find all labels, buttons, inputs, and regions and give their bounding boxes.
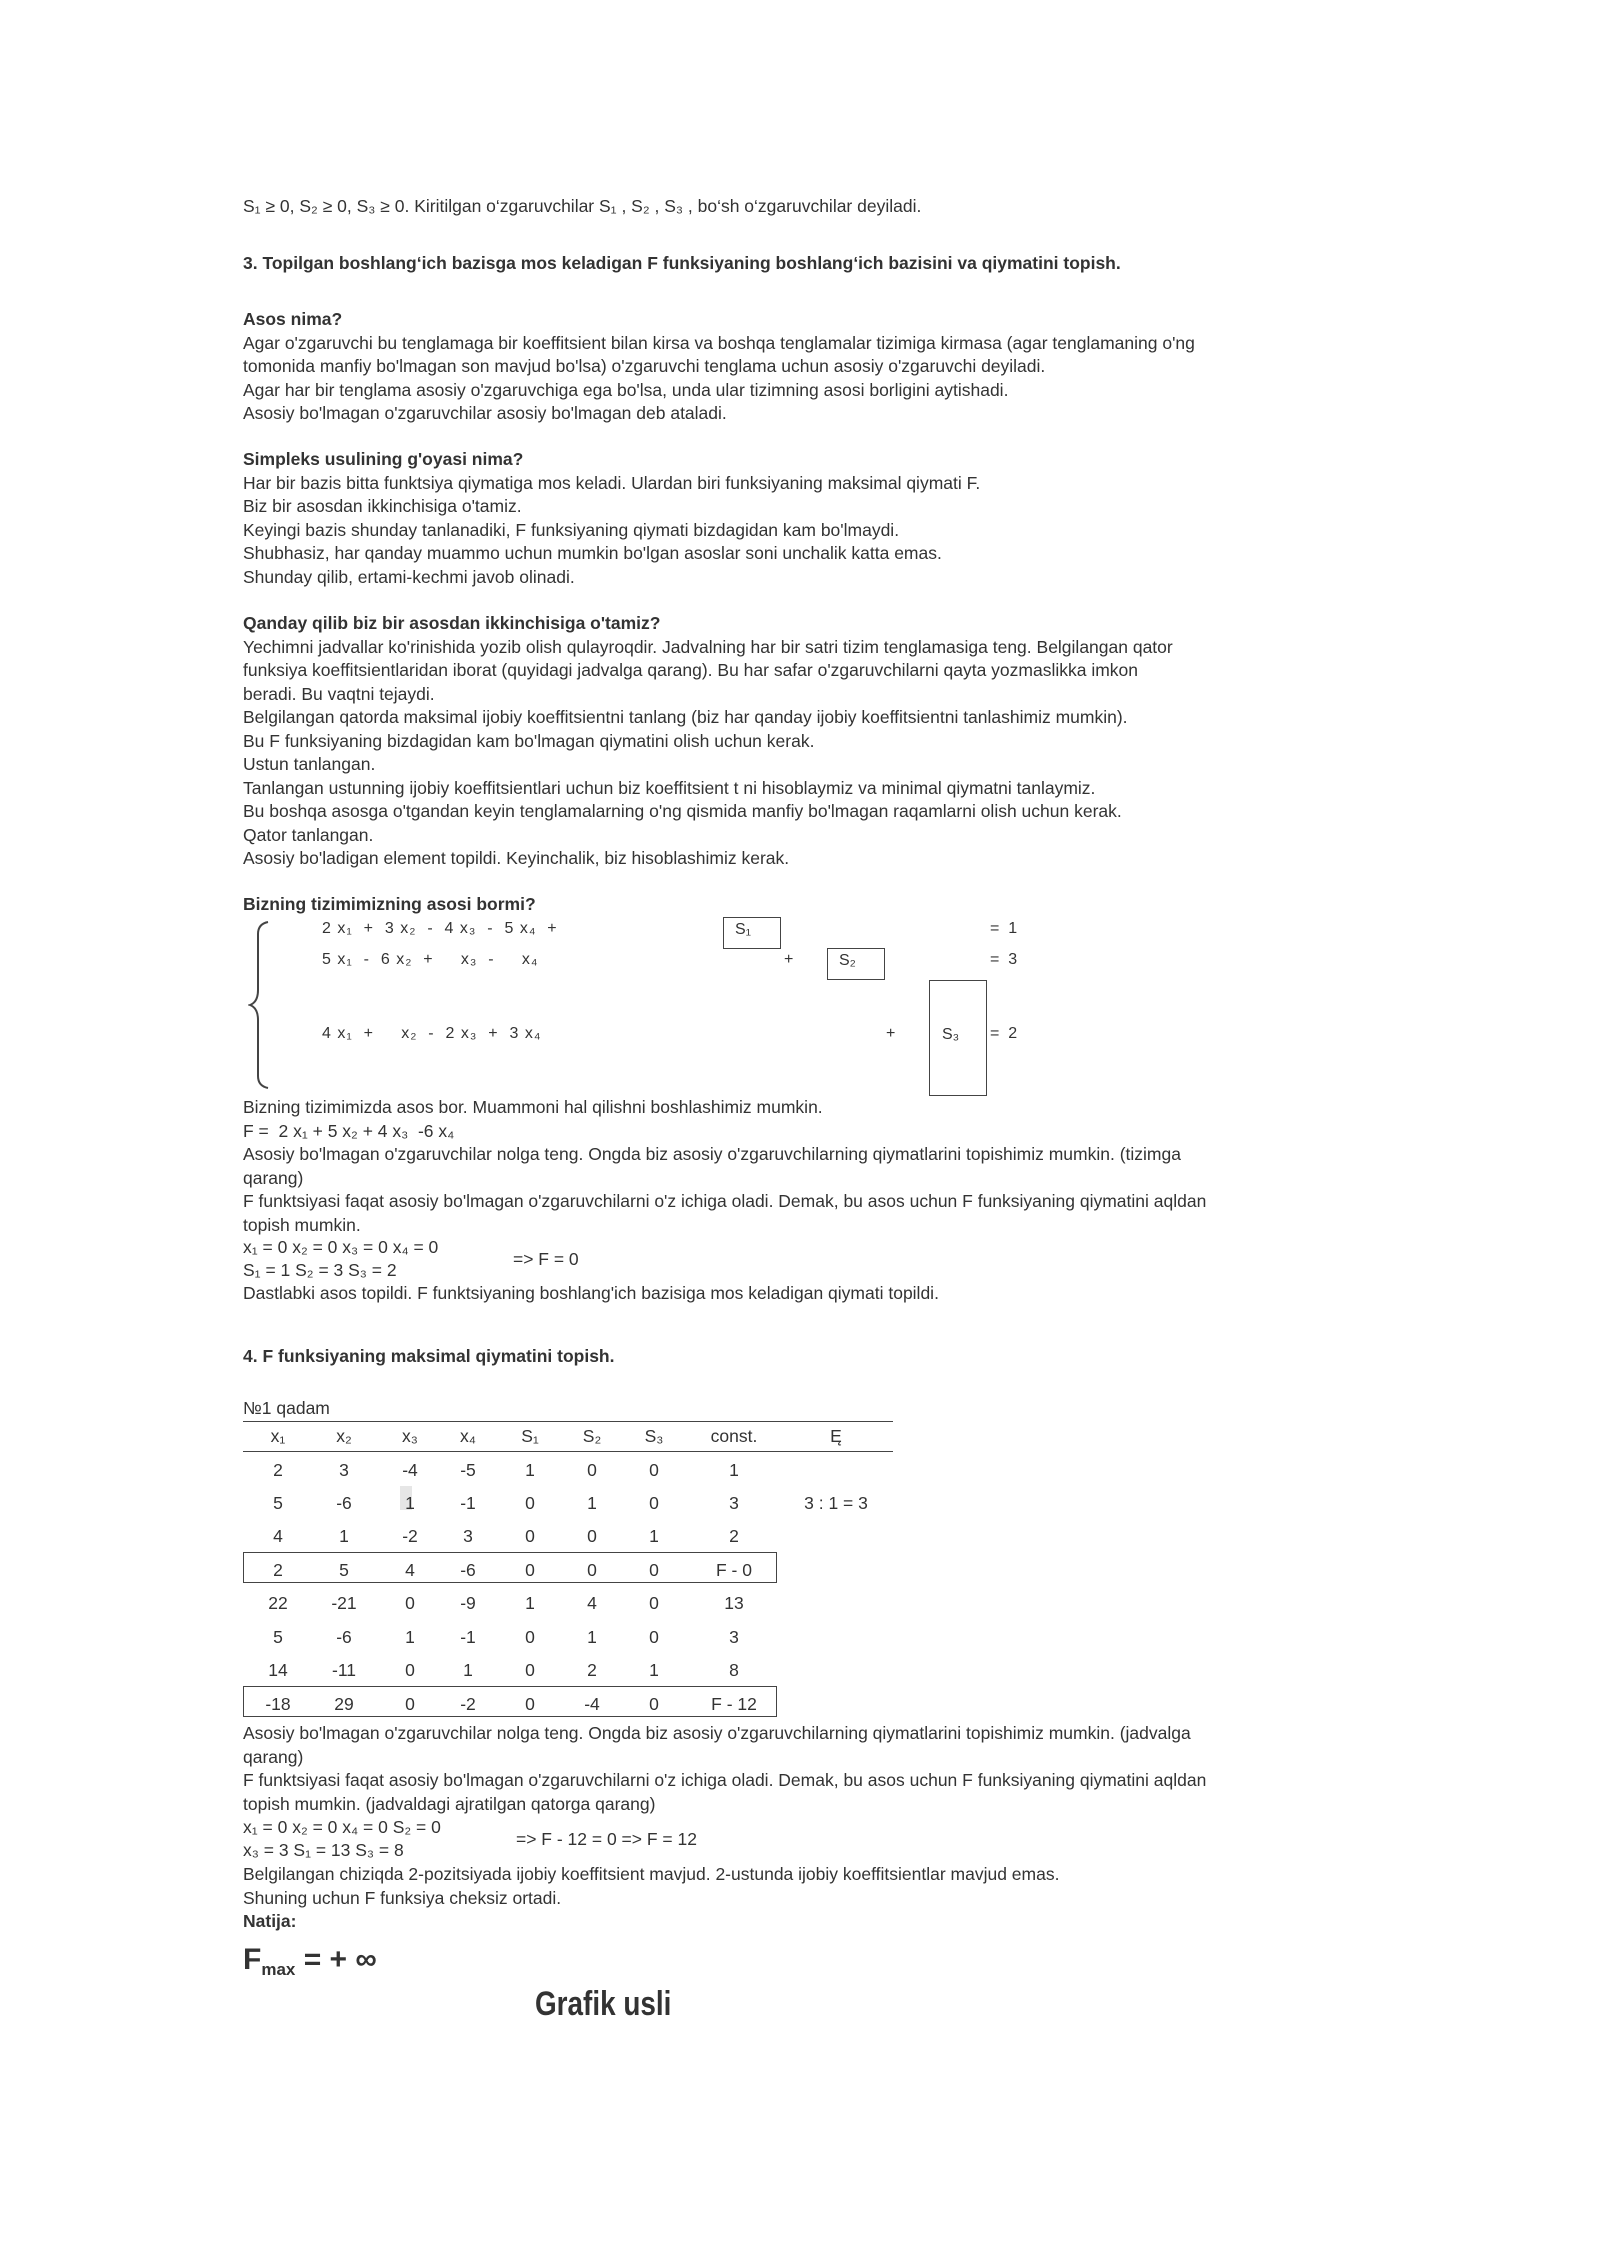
asos-line: tomonida manfiy bo'lmagan son mavjud bo'lsa) o'zgaruvchi tenglama uchun asosiy o'zgaruvchi deyiladi. [243,356,1046,376]
system-brace [248,920,272,1090]
table-cell: 22 [268,1593,288,1613]
table-cell: 1 [649,1526,659,1546]
table-cell: 2 [273,1560,283,1580]
table-cell: 1 [463,1660,473,1680]
table-header-cell: const. [710,1426,758,1446]
table-cell: 0 [587,1460,597,1480]
table-cell: 1 [587,1493,597,1513]
after-system-block [243,1096,1206,1237]
fmax-value: = + ∞ [295,1943,377,1976]
table-cell: 4 [273,1526,283,1546]
table-cell: 3 [729,1493,739,1513]
table-header-cell: S₂ [582,1426,602,1446]
table-cell: 2 [273,1460,283,1480]
after-table-line: Shuning uchun F funksiya cheksiz ortadi. [243,1887,562,1908]
s2-box [827,948,885,980]
table-cell: 0 [649,1460,659,1480]
table-cell: 3 : 1 = 3 [804,1493,868,1513]
table-cell: -2 [402,1526,418,1546]
after-table-line: topish mumkin. (jadvaldagi ajratilgan qatorga qarang) [243,1793,656,1814]
vals-line-2: S₁ = 1 S₂ = 3 S₃ = 2 [243,1260,397,1280]
table-cell: 0 [649,1627,659,1647]
table-vals-2: x₃ = 3 S₁ = 13 S₃ = 8 [243,1840,404,1860]
table-cell: -9 [460,1593,476,1613]
after-system-line: qarang) [243,1167,304,1188]
table-cell: 0 [649,1560,659,1580]
plus-s2: + [784,951,794,968]
table-cell: F - 0 [716,1560,752,1580]
table-cell: 0 [525,1660,535,1680]
table-cell: 0 [525,1493,535,1513]
eq-row-1: 2 x₁ + 3 x₂ - 4 x₃ - 5 x₄ + [322,920,558,937]
table-cell: -5 [460,1460,476,1480]
vals-line-1: x₁ = 0 x₂ = 0 x₃ = 0 x₄ = 0 [243,1237,439,1257]
table-cell: -1 [460,1493,476,1513]
simpleks-line: Biz bir asosdan ikkinchisiga o'tamiz. [243,496,522,516]
natija-label: Natija: [243,1911,297,1931]
initial-basis-found: Dastlabki asos topildi. F funktsiyaning boshlang'ich bazisiga mos keladigan qiymati topildi. [243,1283,939,1303]
table-cell: 3 [463,1526,473,1546]
table-cell: 2 [587,1660,597,1680]
table-header-cell: S₁ [521,1426,539,1446]
after-table-line: F funktsiyasi faqat asosiy bo'lmagan o'zgaruvchilarni o'z ichiga oladi. Demak, bu asos uchun F funksiyaning qiymatini aqldan [243,1770,1207,1790]
s1-box [723,917,781,949]
table-cell: 0 [405,1660,415,1680]
section4-title: 4. F funksiyaning maksimal qiymatini topish. [243,1346,615,1366]
table-vals-1: x₁ = 0 x₂ = 0 x₄ = 0 S₂ = 0 [243,1817,441,1837]
table-cell: 0 [525,1627,535,1647]
qanday-line: funksiya koeffitsientlaridan iborat (quyidagi jadvalga qarang). Bu har safar o'zgaruvchilarni qayta yozmaslikka imkon [243,660,1139,680]
plus-s3: + [886,1025,896,1042]
table-cell: 1 [525,1460,535,1480]
fmax-sub: max [261,1960,296,1979]
qanday-block [243,612,1173,871]
fmax-f: F [243,1943,262,1976]
table-cell: 4 [587,1593,597,1613]
bizning-heading: Bizning tizimimizning asosi bormi? [243,894,536,914]
asos-line: Asosiy bo'lmagan o'zgaruvchilar asosiy bo'lmagan deb ataladi. [243,403,727,423]
table-cell: 0 [405,1694,415,1714]
after-system-line: topish mumkin. [243,1214,361,1235]
table-cell: -6 [460,1560,476,1580]
table-header-cell: Ę [830,1426,842,1446]
after-table-block [243,1722,1206,1816]
table-cell: -4 [584,1694,600,1714]
after-system-line: F funktsiyasi faqat asosiy bo'lmagan o'zgaruvchilarni o'z ichiga oladi. Demak, bu asos uchun F funksiyaning qiymatini aqldan [243,1191,1207,1211]
table-cell: -4 [402,1460,418,1480]
qanday-line: Qator tanlangan. [243,824,374,845]
asos-line: Agar har bir tenglama asosiy o'zgaruvchiga ega bo'lsa, unda ular tizimning asosi borligini aytishadi. [243,379,1009,400]
table-cell: -1 [460,1627,476,1647]
table-cell: 8 [729,1660,739,1680]
table-header-cell: S₃ [644,1426,664,1446]
table-cell: 3 [729,1627,739,1647]
table-cell: -6 [336,1493,352,1513]
table-f-result: => F - 12 = 0 => F = 12 [516,1829,697,1849]
table-cell: 5 [273,1627,283,1647]
table-cell: -2 [460,1694,476,1714]
table-cell: 1 [405,1493,415,1513]
qanday-line: Bu boshqa asosga o'tgandan keyin tenglamalarning o'ng qismida manfiy bo'lmagan raqamlarni olish uchun kerak. [243,801,1122,821]
qanday-line: Yechimni jadvallar ko'rinishida yozib olish qulayroqdir. Jadvalning har bir satri tizim tenglamasiga teng. Belgilangan qator [243,636,1173,657]
table-header-rule [243,1451,893,1452]
simpleks-line: Har bir bazis bitta funktsiya qiymatiga mos keladi. Ulardan biri funksiyaning maksimal qiymati F. [243,472,981,493]
table-cell: 0 [587,1560,597,1580]
table-cell: 5 [339,1560,349,1580]
s3-label: S₃ [942,1026,960,1043]
s2-label: S₂ [839,952,856,969]
rhs-2: = 3 [990,951,1018,968]
section3-title: 3. Topilgan boshlang‘ich bazisga mos keladigan F funksiyaning boshlang‘ich bazisini va qiymatini topish. [243,253,1121,273]
simpleks-line: Shubhasiz, har qanday muammo uchun mumkin bo'lgan asoslar soni unchalik katta emas. [243,543,942,563]
table-cell: -11 [332,1660,356,1680]
table-header-cell: x₁ [270,1426,286,1446]
table-cell: 0 [649,1493,659,1513]
table-cell: 1 [729,1460,739,1480]
table-cell: 5 [273,1493,283,1513]
table-cell: 1 [649,1660,659,1680]
table-cell: 1 [587,1627,597,1647]
table-cell: 0 [525,1694,535,1714]
table-cell: 1 [525,1593,535,1613]
table-cell: 3 [339,1460,349,1480]
table-cell: 0 [525,1560,535,1580]
rhs-1: = 1 [990,920,1018,937]
table-cell: 0 [587,1526,597,1546]
after-table-line: Asosiy bo'lmagan o'zgaruvchilar nolga teng. Ongda biz asosiy o'zgaruvchilarning qiymatlarini topishimiz mumkin. (jadvalga [243,1723,1191,1743]
qanday-line: Bu F funksiyaning bizdagidan kam bo'lmagan qiymatini olish uchun kerak. [243,730,815,751]
rhs-3: = 2 [990,1025,1018,1042]
after-system-line: Bizning tizimimizda asos bor. Muammoni hal qilishni boshlashimiz mumkin. [243,1097,823,1117]
fmax-result [243,1943,377,1980]
qanday-line: Asosiy bo'ladigan element topildi. Keyinchalik, biz hisoblashimiz kerak. [243,848,790,868]
intro-line: S₁ ≥ 0, S₂ ≥ 0, S₃ ≥ 0. Kiritilgan o‘zgaruvchilar S₁ , S₂ , S₃ , bo‘sh o‘zgaruvchilar deyiladi. [243,196,922,216]
table-cell: -18 [265,1694,291,1714]
simpleks-block [243,448,980,589]
table-caption: №1 qadam [243,1398,330,1418]
qanday-heading: Qanday qilib biz bir asosdan ikkinchisiga o'tamiz? [243,613,661,633]
after-table-block-2 [243,1863,1059,1934]
table-cell: -21 [331,1593,357,1613]
s1-label: S₁ [735,921,752,938]
qanday-line: Ustun tanlangan. [243,754,376,774]
after-table-line: qarang) [243,1746,304,1767]
asos-block [243,308,1195,426]
table-header-cell: x₄ [460,1426,476,1446]
table-cell: 2 [729,1526,739,1546]
table-cell: 13 [724,1593,744,1613]
table-cell: 1 [405,1627,415,1647]
asos-heading: Asos nima? [243,309,343,329]
f-result: => F = 0 [513,1249,579,1269]
table-cell: 0 [649,1694,659,1714]
simpleks-line: Shunday qilib, ertami-kechmi javob olinadi. [243,566,575,587]
table-cell: 0 [405,1593,415,1613]
after-system-line: Asosiy bo'lmagan o'zgaruvchilar nolga teng. Ongda biz asosiy o'zgaruvchilarning qiymatlarini topishimiz mumkin. (tizimga [243,1144,1181,1164]
simpleks-heading: Simpleks usulining g'oyasi nima? [243,449,524,469]
table-cell: 29 [334,1694,354,1714]
table-cell: F - 12 [711,1694,757,1714]
qanday-line: Belgilangan qatorda maksimal ijobiy koeffitsientni tanlang (biz har qanday ijobiy koeffitsientni tanlashimiz mumkin). [243,707,1128,727]
simplex-table [243,1421,893,1721]
qanday-line: beradi. Bu vaqtni tejaydi. [243,683,435,704]
table-cell: 4 [405,1560,415,1580]
eq-row-2: 5 x₁ - 6 x₂ + x₃ - x₄ [322,951,539,968]
objective-function: F = 2 x₁ + 5 x₂ + 4 x₃ -6 x₄ [243,1120,455,1141]
table-cell: 1 [339,1526,349,1546]
table-cell: 0 [525,1526,535,1546]
table-cell: 0 [649,1593,659,1613]
qanday-line: Tanlangan ustunning ijobiy koeffitsientlari uchun biz koeffitsient t ni hisoblaymiz va minimal qiymatni tanlaymiz. [243,777,1096,798]
grafik-heading: Grafik usli [535,1985,672,2023]
table-header-cell: x₂ [336,1426,352,1446]
after-table-line: Belgilangan chiziqda 2-pozitsiyada ijobiy koeffitsient mavjud. 2-ustunda ijobiy koeffitsientlar mavjud emas. [243,1864,1060,1884]
table-header-cell: x₃ [402,1426,418,1446]
asos-line: Agar o'zgaruvchi bu tenglamaga bir koeffitsient bilan kirsa va boshqa tenglamalar tizimiga kirmasa (agar tenglamaning o'ng [243,332,1195,353]
simpleks-line: Keyingi bazis shunday tanlanadiki, F funksiyaning qiymati bizdagidan kam bo'lmaydi. [243,519,900,540]
table-cell: -6 [336,1627,352,1647]
table-cell: 14 [268,1660,288,1680]
table-top-rule [243,1421,893,1422]
eq-row-3: 4 x₁ + x₂ - 2 x₃ + 3 x₄ [322,1025,542,1042]
